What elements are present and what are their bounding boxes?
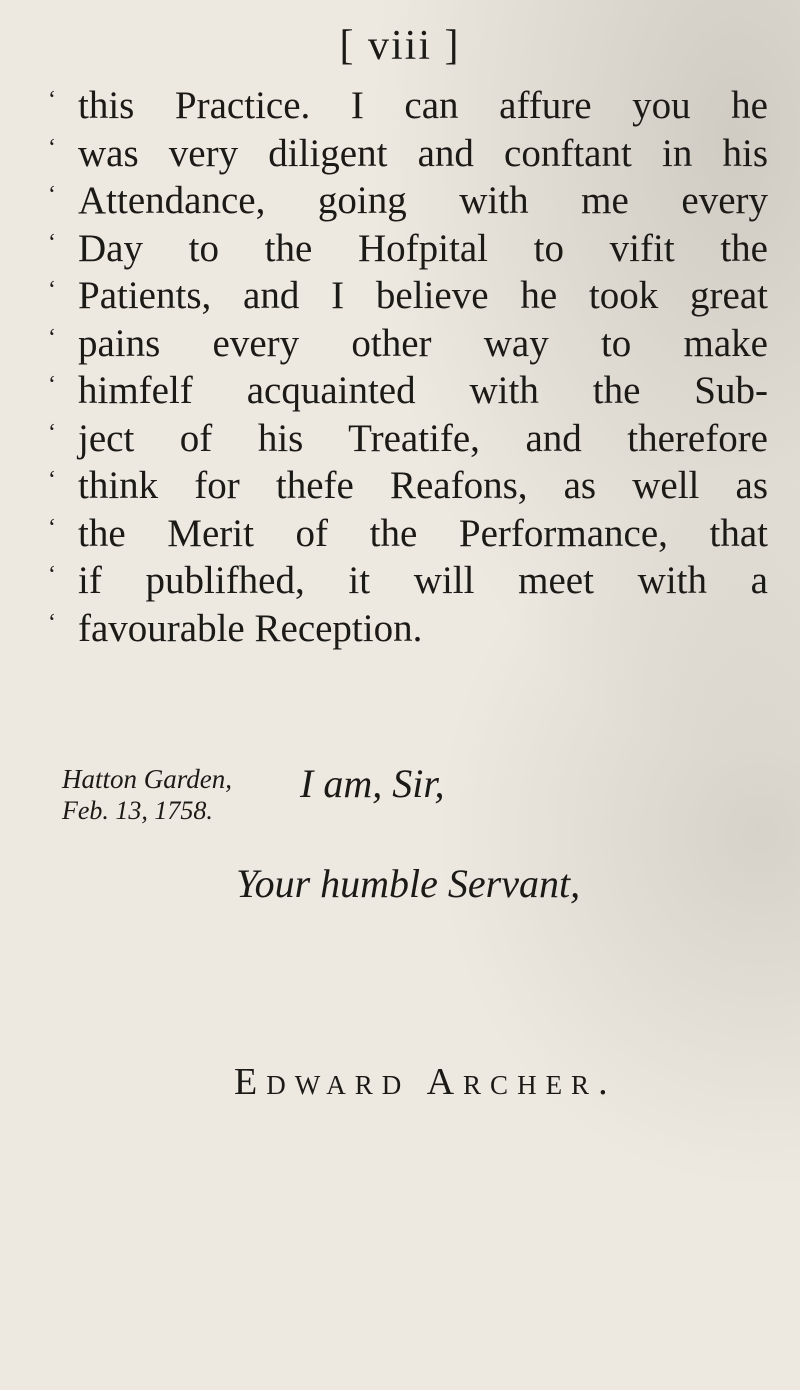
text-line — [48, 605, 768, 653]
text-line — [48, 130, 768, 178]
text-line — [48, 225, 768, 273]
line-text: think for thefe Reafons, as well as — [78, 464, 768, 507]
page-number-header: [ viii ] — [339, 23, 461, 69]
quote-mark: ‘ — [48, 277, 56, 303]
quote-mark: ‘ — [48, 87, 56, 113]
line-text: if publifhed, it will meet with a — [78, 559, 768, 602]
quote-mark: ‘ — [48, 467, 56, 493]
quote-mark: ‘ — [48, 419, 56, 446]
line-text: this Practice. I can affure you he — [78, 84, 768, 127]
text-line — [48, 415, 768, 463]
signature-name: Edward Archer. — [234, 1061, 617, 1103]
text-line — [48, 557, 768, 605]
line-text: was very diligent and conftant in his — [78, 131, 768, 175]
line-text: pains every other way to make — [78, 321, 768, 365]
text-line — [48, 272, 768, 320]
line-text: Day to the Hofpital to vifit the — [78, 226, 768, 270]
line-text: ject of his Treatife, and therefore — [78, 416, 768, 460]
quote-mark: ‘ — [48, 609, 56, 636]
line-text: the Merit of the Performance, that — [78, 511, 768, 555]
line-text: Attendance, going with me every — [78, 179, 768, 222]
line-text: Patients, and I believe he took great — [78, 274, 768, 317]
quote-mark: ‘ — [48, 562, 56, 588]
text-line — [48, 82, 768, 130]
line-text: favourable Reception. — [78, 606, 423, 650]
text-line — [48, 367, 768, 415]
text-line — [48, 320, 768, 368]
closing-valediction: Your humble Servant, — [236, 861, 581, 906]
text-line — [48, 462, 768, 510]
letter-body — [48, 82, 768, 652]
quote-mark: ‘ — [48, 182, 56, 208]
text-line — [48, 510, 768, 558]
quote-mark: ‘ — [48, 372, 56, 398]
quote-mark: ‘ — [48, 324, 56, 351]
text-line — [48, 177, 768, 225]
letter-date: Feb. 13, 1758. — [62, 796, 213, 825]
closing-salutation: I am, Sir, — [300, 761, 445, 806]
quote-mark: ‘ — [48, 229, 56, 256]
line-text: himfelf acquainted with the Sub- — [78, 369, 768, 412]
letter-place: Hatton Garden, — [62, 764, 232, 794]
quote-mark: ‘ — [48, 514, 56, 541]
quote-mark: ‘ — [48, 134, 56, 161]
